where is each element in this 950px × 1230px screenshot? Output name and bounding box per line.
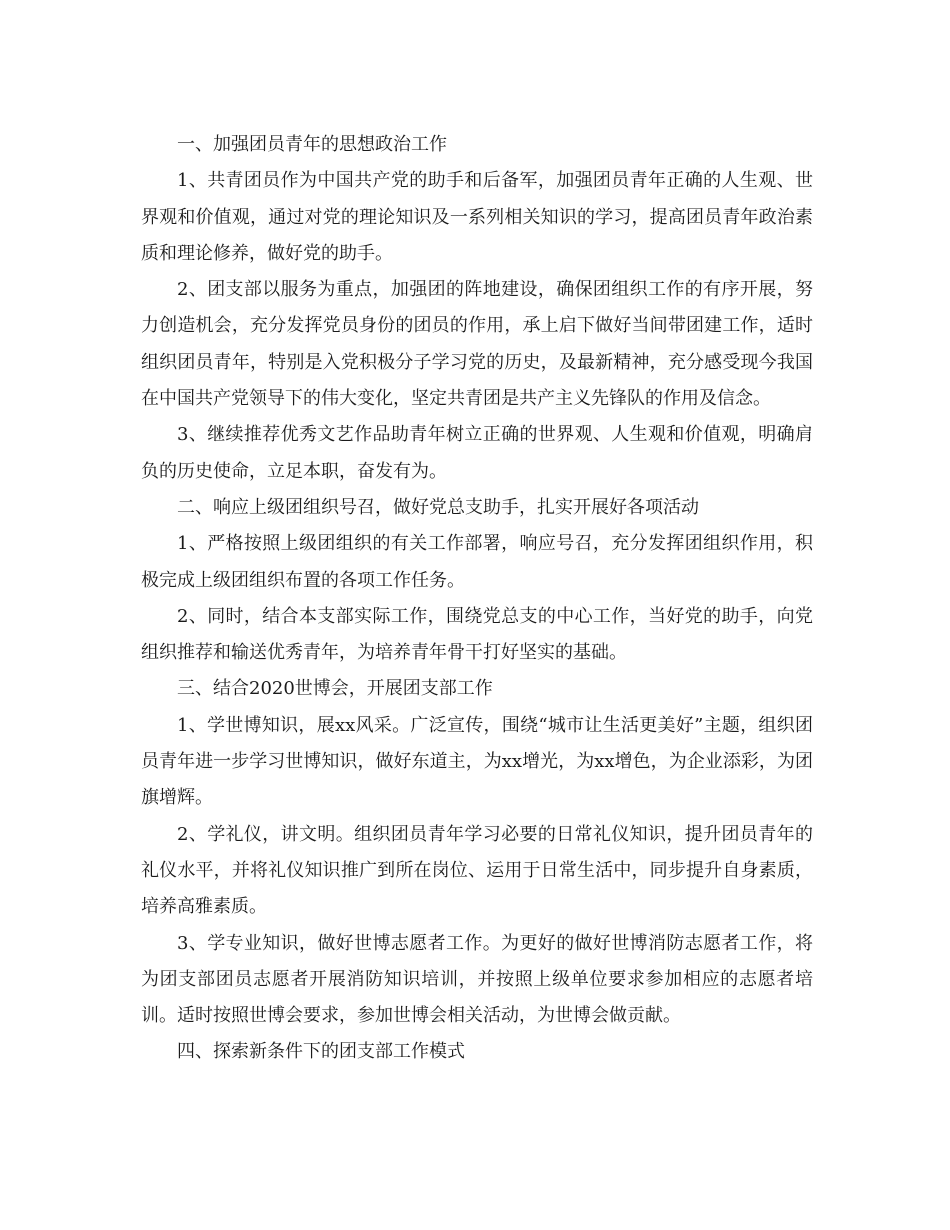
paragraph: 2、学礼仪，讲文明。组织团员青年学习必要的日常礼仪知识，提升团员青年的礼仪水平，并将礼仪知识推广到所在岗位、运用于日常生活中，同步提升自身素质，培养高雅素质。 [141, 823, 813, 918]
paragraph: 3、学专业知识，做好世博志愿者工作。为更好的做好世博消防志愿者工作，将为团支部团员志愿者开展消防知识培训，并按照上级单位要求参加相应的志愿者培训。适时按照世博会要求，参加世博会相关活动，为世博会做贡献。 [141, 932, 813, 1027]
paragraph: 1、严格按照上级团组织的有关工作部署，响应号召，充分发挥团组织作用，积极完成上级团组织布置的各项工作任务。 [141, 533, 813, 591]
paragraph: 2、团支部以服务为重点，加强团的阵地建设，确保团组织工作的有序开展，努力创造机会，充分发挥党员身份的团员的作用，承上启下做好当间带团建工作，适时组织团员青年，特别是入党积极分子学习党的历史，及最新精神，充分感受现今我国在中国共产党领导下的伟大变化，坚定共青团是共产主义先锋队的作用及信念。 [141, 279, 813, 410]
section-heading-1: 一、加强团员青年的思想政治工作 [177, 134, 447, 155]
document-body [141, 127, 813, 1071]
section-heading-2: 二、响应上级团组织号召，做好党总支助手，扎实开展好各项活动 [177, 496, 699, 518]
paragraph: 2、同时，结合本支部实际工作，围绕党总支的中心工作，当好党的助手，向党组织推荐和输送优秀青年，为培养青年骨干打好坚实的基础。 [141, 605, 813, 664]
section-heading-3: 三、结合2020世博会，开展团支部工作 [177, 678, 493, 700]
paragraph: 1、学世博知识，展xx风采。广泛宣传，围绕“城市让生活更美好”主题，组织团员青年进一步学习世博知识，做好东道主，为xx增光，为xx增色，为企业添彩，为团旗增辉。 [141, 714, 813, 809]
paragraph: 1、共青团员作为中国共产党的助手和后备军，加强团员青年正确的人生观、世界观和价值观，通过对党的理论知识及一系列相关知识的学习，提高团员青年政治素质和理论修养，做好党的助手。 [141, 170, 813, 264]
paragraph: 3、继续推荐优秀文艺作品助青年树立正确的世界观、人生观和价值观，明确肩负的历史使命，立足本职，奋发有为。 [141, 424, 813, 482]
section-heading-4: 四、探索新条件下的团支部工作模式 [177, 1041, 465, 1063]
